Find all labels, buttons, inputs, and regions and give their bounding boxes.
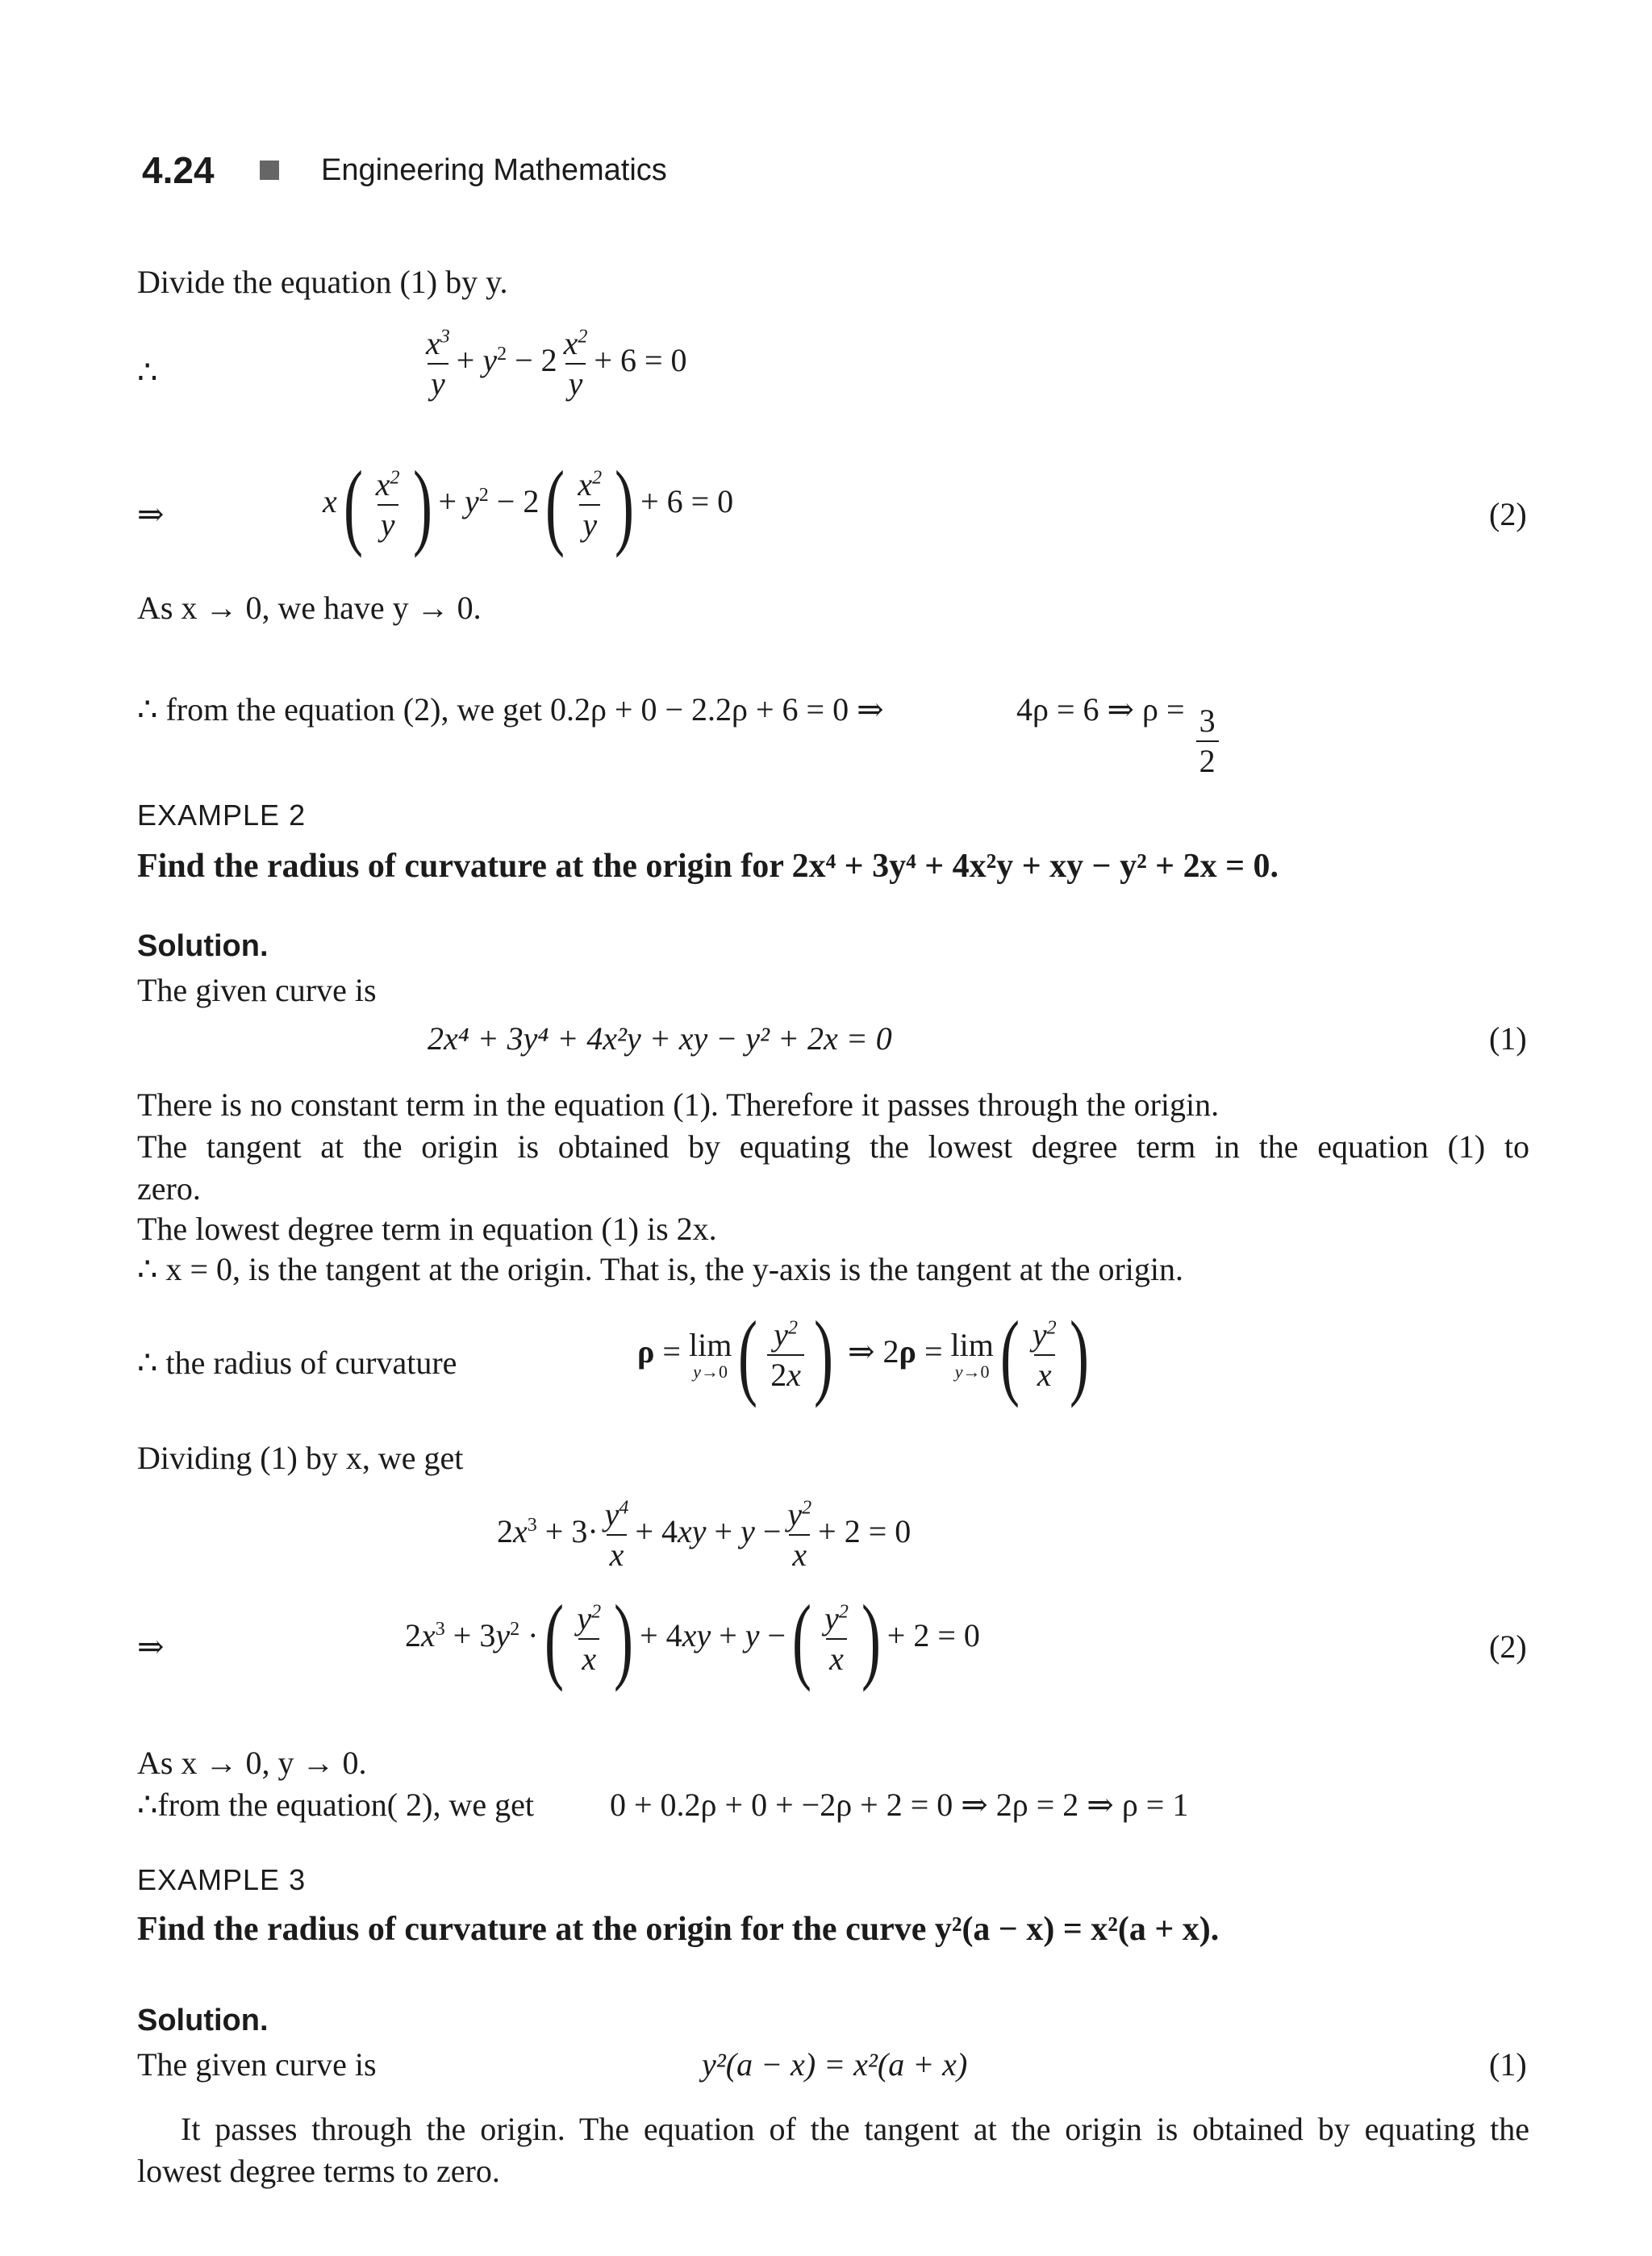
divide-line: Divide the equation (1) by y. bbox=[137, 264, 508, 300]
equation-number: (1) bbox=[1489, 1020, 1527, 1057]
paragraph: zero. bbox=[137, 1170, 201, 1207]
equation-2: x ( $\frac{x^2}{y}$ ) + $y^2 - 2$ ( $\frac{x^2}{y}$ ) + 6 = 0 bbox=[323, 451, 734, 558]
example-2-heading: EXAMPLE 2 bbox=[137, 799, 307, 832]
paragraph: It passes through the origin. The equation of the tangent at the origin is obtained by equating the bbox=[181, 2111, 1529, 2147]
limit-line: As x → 0, we have y → 0. bbox=[137, 590, 482, 626]
radius-label: ∴ the radius of curvature bbox=[137, 1345, 457, 1381]
paragraph: The lowest degree term in equation (1) is 2x. bbox=[137, 1211, 717, 1247]
example-2-question: Find the radius of curvature at the origin for 2x⁴ + 3y⁴ + 4x²y + xy − y² + 2x = 0. bbox=[137, 848, 1279, 885]
equation-number: (2) bbox=[1489, 1628, 1527, 1665]
book-title: Engineering Mathematics bbox=[321, 153, 667, 187]
equation-number: (2) bbox=[1489, 496, 1527, 532]
paragraph: The tangent at the origin is obtained by equating the lowest degree term in the equation (1) to bbox=[137, 1128, 1529, 1165]
limit-line: As x → 0, y → 0. bbox=[137, 1745, 367, 1781]
implies-symbol: ⇒ bbox=[137, 1628, 165, 1665]
implies-symbol: ⇒ bbox=[137, 496, 165, 532]
equation-2: $2x^3 + 3y^2$ · ( $\frac{y^2}{x}$ ) + 4xy + y − ( $\frac{y^2}{x}$ ) + 2 = 0 bbox=[405, 1585, 980, 1692]
given-equation: y²(a − x) = x²(a + x) bbox=[702, 2046, 968, 2083]
rho-result: 4ρ = 6 ⇒ ρ = $\frac{3}{2}$ bbox=[1016, 690, 1222, 779]
paragraph: lowest degree terms to zero. bbox=[137, 2153, 500, 2189]
equation-number: (1) bbox=[1489, 2046, 1527, 2083]
given-curve-label: The given curve is bbox=[137, 2046, 377, 2083]
paragraph: ∴ x = 0, is the tangent at the origin. That is, the y-axis is the tangent at the origin. bbox=[137, 1251, 1184, 1287]
therefore-symbol: ∴ bbox=[137, 354, 158, 390]
header-square-icon bbox=[260, 161, 279, 180]
from-eq2-line: ∴from the equation( 2), we get bbox=[137, 1787, 534, 1823]
radius-formula: ρ = lim y→0 ( $\frac{y^2}{2x}$ ) ⇒ 2ρ = lim y→0 ( $\frac{y^2}{x}$ ) bbox=[637, 1301, 1089, 1408]
given-curve-label: The given curve is bbox=[137, 972, 377, 1008]
example-3-heading: EXAMPLE 3 bbox=[137, 1863, 307, 1896]
rho-result-text: 4ρ = 6 ⇒ ρ = bbox=[1016, 691, 1185, 728]
page-number: 4.24 bbox=[142, 149, 215, 191]
example-3-question: Find the radius of curvature at the origin for the curve y²(a − x) = x²(a + x). bbox=[137, 1911, 1220, 1948]
solution-label: Solution. bbox=[137, 2004, 269, 2037]
final-result: 0 + 0.2ρ + 0 + −2ρ + 2 = 0 ⇒ 2ρ = 2 ⇒ ρ = 1 bbox=[610, 1787, 1189, 1823]
equation-divided: $\frac{x^3}{y}$ + $y^2 - 2$ $\frac{x^2}{y}$ + 6 = 0 bbox=[426, 325, 687, 402]
solution-label: Solution. bbox=[137, 929, 269, 963]
dividing-line: Dividing (1) by x, we get bbox=[137, 1440, 464, 1476]
equation-divided-x: $2x^3 + 3\cdot$ $\frac{y^4}{x}$ + 4xy + y − $\frac{y^2}{x}$ + 2 = 0 bbox=[497, 1496, 912, 1573]
given-equation: 2x⁴ + 3y⁴ + 4x²y + xy − y² + 2x = 0 bbox=[428, 1020, 892, 1057]
paragraph: There is no constant term in the equation (1). Therefore it passes through the origin. bbox=[137, 1086, 1220, 1123]
from-eq2-line: ∴ from the equation (2), we get 0.2ρ + 0 − 2.2ρ + 6 = 0 ⇒ bbox=[137, 691, 884, 728]
